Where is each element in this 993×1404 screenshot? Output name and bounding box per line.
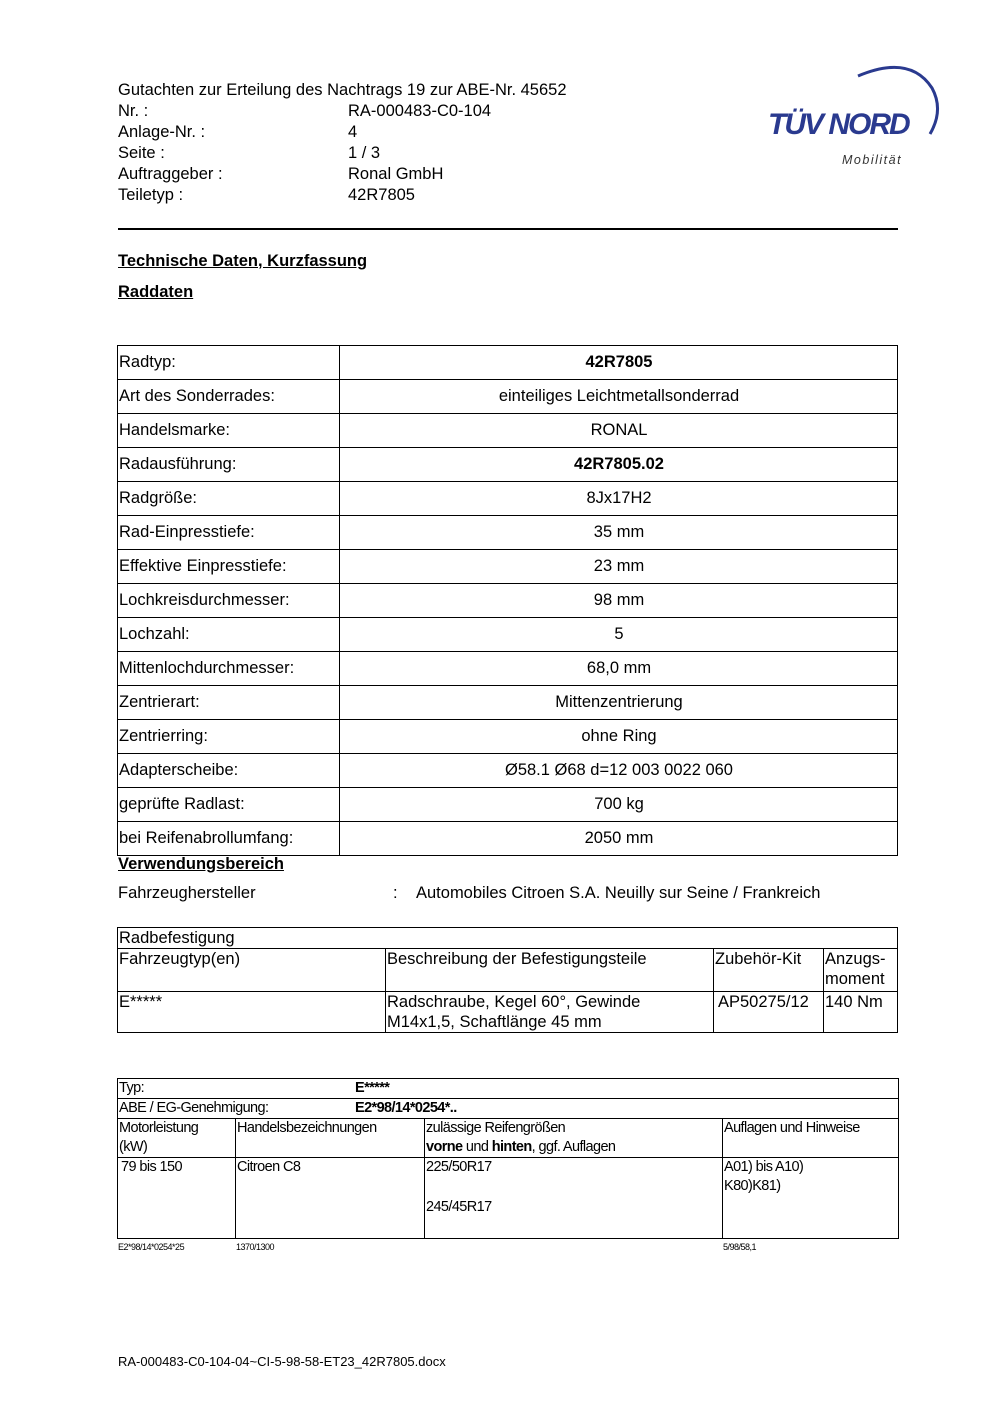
table-row: Handelsmarke: RONAL [118,414,898,448]
table-row: Zentrierart: Mittenzentrierung [118,686,898,720]
document-filename-footer: RA-000483-C0-104-04~CI-5-98-58-ET23_42R7805.docx [118,1354,446,1369]
radbefestigung-title: Radbefestigung [118,928,898,949]
table-header-row: Motorleistung (kW) Handelsbezeichnungen zulässige Reifengrößen vorne und hinten, ggf. Auflagen Auflagen und Hinweise [118,1119,899,1158]
table-row: Radausführung: 42R7805.02 [118,448,898,482]
radbefestigung-table [117,927,898,1033]
table-row: 79 bis 150 Citroen C8 225/50R17 245/45R17 A01) bis A10) K80)K81) [118,1158,899,1239]
typ-footnote-1: E2*98/14*0254*25 [118,1242,185,1252]
fahrzeughersteller-line [118,884,821,903]
header-row-anlage: Anlage-Nr. : 4 [118,123,358,141]
logo-subtitle: Mobilität [842,153,903,167]
typ-footnote-2: 1370/1300 [236,1242,275,1252]
table-row: E***** Radschraube, Kegel 60°, Gewinde M14x1,5, Schaftlänge 45 mm AP50275/12 140 Nm [118,992,898,1033]
tuv-nord-logo [760,58,940,173]
raddaten-table [117,345,898,856]
table-row: Radgröße: 8Jx17H2 [118,482,898,516]
hersteller-label: Fahrzeughersteller [118,884,256,902]
table-row: Mittenlochdurchmesser: 68,0 mm [118,652,898,686]
section-raddaten: Raddaten [118,283,194,301]
table-row: bei Reifenabrollumfang: 2050 mm [118,822,898,856]
table-row: Radtyp: 42R7805 [118,346,898,380]
header-row-nr: Nr. : RA-000483-C0-104 [118,102,492,120]
table-row: Zentrierring: ohne Ring [118,720,898,754]
header-row-seite: Seite : 1 / 3 [118,144,381,162]
hersteller-colon: : [393,884,398,902]
table-row: Art des Sonderrades: einteiliges Leichtmetallsonderrad [118,380,898,414]
table-row: geprüfte Radlast: 700 kg [118,788,898,822]
table-row: Effektive Einpresstiefe: 23 mm [118,550,898,584]
table-row: Rad-Einpresstiefe: 35 mm [118,516,898,550]
table-row: Lochkreisdurchmesser: 98 mm [118,584,898,618]
section-verwendungsbereich: Verwendungsbereich [118,855,284,873]
header-divider [118,228,898,230]
table-row [118,928,898,949]
document-header [118,80,567,206]
table-row: ABE / EG-Genehmigung: E2*98/14*0254*.. [118,1099,899,1119]
table-row: Typ: E***** [118,1079,899,1099]
table-row: Lochzahl: 5 [118,618,898,652]
hersteller-value: Automobiles Citroen S.A. Neuilly sur Seine / Frankreich [416,884,821,902]
typ-table [117,1078,899,1239]
section-technische-daten: Technische Daten, Kurzfassung [118,252,368,270]
document-title: Gutachten zur Erteilung des Nachtrags 19 zur ABE-Nr. 45652 [118,81,567,99]
logo-wordmark: TÜV NORD [768,108,909,141]
table-header-row: Fahrzeugtyp(en) Beschreibung der Befestigungsteile Zubehör-Kit Anzugs- moment [118,949,898,992]
typ-footnote-3: 5/98/58,1 [723,1242,757,1252]
table-row: Adapterscheibe: Ø58.1 Ø68 d=12 003 0022 060 [118,754,898,788]
header-row-teiletyp: Teiletyp : 42R7805 [118,186,415,204]
header-row-auftraggeber: Auftraggeber : Ronal GmbH [118,165,444,183]
